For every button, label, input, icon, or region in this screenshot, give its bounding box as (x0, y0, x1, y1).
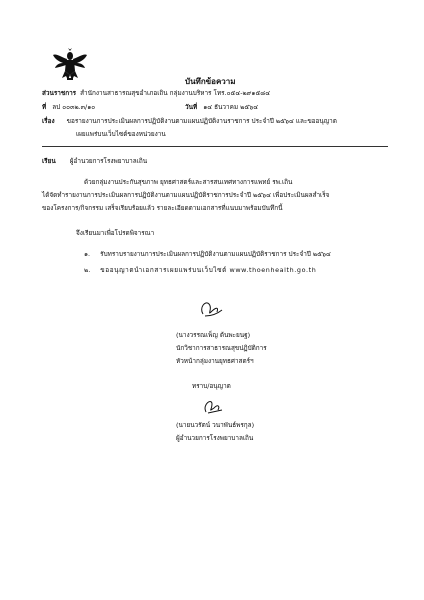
garuda-emblem-icon (52, 47, 88, 83)
signer2-name: (นายนวรัตน์ วนาพันธ์พรกุล) (176, 421, 255, 429)
item-number: ๒. (84, 266, 91, 274)
header-divider (42, 146, 388, 147)
agency-label: ส่วนราชการ (42, 89, 77, 97)
date-label: วันที่ (185, 103, 198, 111)
subject-label: เรื่อง (42, 117, 55, 125)
body-line3: ของโครงการ/กิจกรรม เสร็จเรียบร้อยแล้ว รายละเอียดตามเอกสารที่แนบมาพร้อมบันทึกนี้ (42, 204, 283, 212)
signer1-name: (นางวรรณเพ็ญ ต้นพะยนฐ) (176, 331, 251, 339)
body-line1: ด้วยกลุ่มงานประกันสุขภาพ ยุทธศาสตร์และสารสนเทศทางการแพทย์ รพ.เถิน (84, 178, 293, 186)
list-item (84, 265, 316, 275)
list-item (84, 249, 331, 259)
date-value: ๑๔ ธันวาคม ๒๕๖๔ (203, 103, 259, 111)
memo-title: บันทึกข้อความ (185, 77, 236, 86)
subject-line1: ขอรายงานการประเมินผลการปฏิบัติงานตามแผนปฏิบัติงานราชการ ประจำปี ๒๕๖๔ และขออนุญาต (66, 117, 337, 125)
signature-1-icon (195, 296, 225, 320)
subject-line2: เผยแพร่บนเว็บไซต์ของหน่วยงาน (76, 130, 166, 138)
ref-row (42, 102, 95, 112)
subject-row (42, 116, 337, 126)
to-value: ผู้อำนวยการโรงพยาบาลเถิน (69, 157, 148, 165)
date-row (185, 102, 258, 112)
agency-row (42, 88, 270, 98)
agency-value: สำนักงานสาธารณสุขอำเภอเถิน กลุ่มงานบริหาร โทร.๐๕๔-๒๙๑๕๘๔ (80, 89, 271, 97)
signer1-position2: หัวหน้ากลุ่มงานยุทธศาสตร์ฯ (176, 357, 254, 365)
ref-label: ที่ (42, 103, 47, 111)
signer2-position1: ผู้อำนวยการโรงพยาบาลเถิน (176, 434, 254, 442)
item-number: ๑. (84, 250, 91, 258)
ref-value: ลป ๐๐๓๒.๓/๑๐ (52, 103, 96, 111)
request-line: จึงเรียนมาเพื่อโปรดพิจารณา (76, 229, 155, 237)
item-text: รับทราบรายงานการประเมินผลการปฏิบัติงานตามแผนปฏิบัติราชการ ประจำปี ๒๕๖๔ (100, 250, 331, 258)
signature-2-icon (200, 394, 226, 416)
to-row (42, 156, 147, 166)
body-line2: ได้จัดทำรายงานการประเมินผลการปฏิบัติงานตามแผนปฏิบัติราชการประจำปี ๒๕๖๔ เพื่อประเมินผลสำเร็จ (42, 191, 330, 199)
item-text: ขออนุญาตนำเอกสารเผยแพร่บนเว็บไซต์ www.thoenhealth.go.th (100, 266, 317, 274)
signer1-position1: นักวิชาการสาธารณสุขปฏิบัติการ (176, 344, 267, 352)
to-label: เรียน (42, 157, 56, 165)
approval-text: ทราบ/อนุญาต (192, 382, 231, 390)
